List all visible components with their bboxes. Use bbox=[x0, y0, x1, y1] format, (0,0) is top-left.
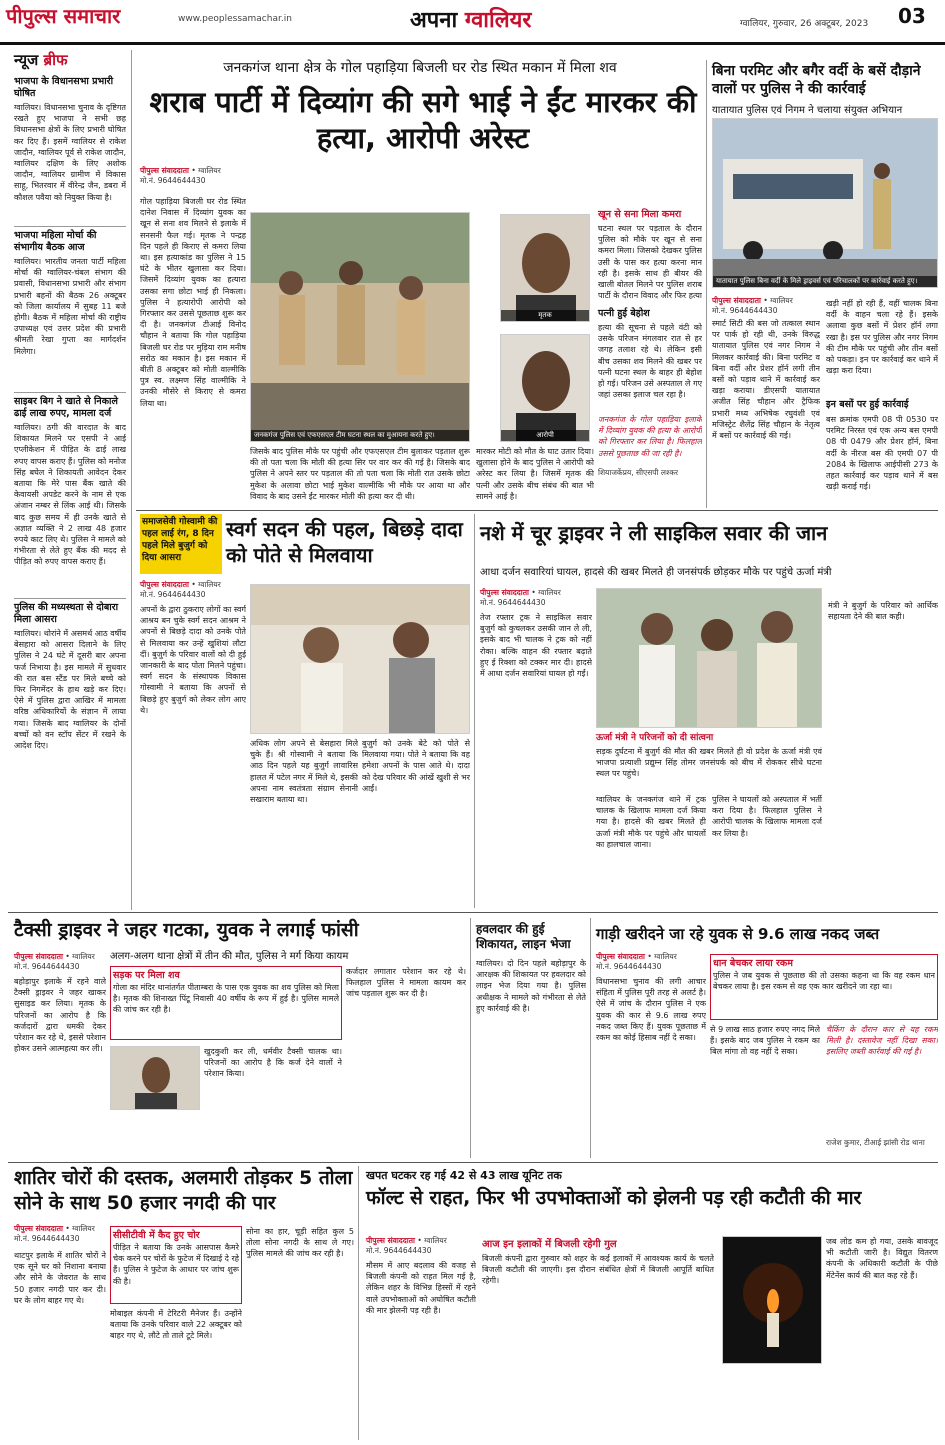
brief-item-title: पुलिस की मध्यस्थता से दोबारा मिला आसरा bbox=[14, 602, 119, 625]
nashe-note: मंत्री ने बुजुर्ग के परिवार को आर्थिक सहायता देने की बात कही। bbox=[828, 601, 938, 622]
thieves-body-2: मोबाइल कंपनी में टेरिटरी मैनेजर हैं। उन्होंने बताया कि उनके परिवार वाले 22 अक्टूबर को बाहर गए थे, लौटे तो ताले टूटे मिले। bbox=[110, 1309, 242, 1341]
brief-label bbox=[14, 50, 126, 70]
taxi-body-3: कर्जदार लगातार परेशान कर रहे थे। फिलहाल पुलिस ने मामला कायम कर जांच पड़ताल शुरू कर दी है। bbox=[346, 967, 466, 999]
thieves-box-title: सीसीटीवी में कैद हुए चोर bbox=[113, 1230, 200, 1241]
gadi-body-1: विधानसभा चुनाव की लगी आचार संहिता में पुलिस पूरी तरह से अलर्ट है। ऐसे में जांच के दौरान पुलिस ने एक युवक की कार से 9.6 लाख रुपए नकद जब्त किए हैं। युवक पूछताछ में रकम का कोई हिसाब नहीं दे सका। bbox=[596, 977, 706, 1043]
bus-scene-image bbox=[713, 119, 938, 288]
gadi-box bbox=[710, 954, 938, 1020]
byline-city: ग्वालियर bbox=[770, 296, 793, 305]
byline-agency: पीपुल्स संवाददाता bbox=[366, 1236, 415, 1245]
section-city: ग्वालियर bbox=[464, 8, 532, 33]
permit-subhead: यातायात पुलिस एवं निगम ने चलाया संयुक्त अभियान bbox=[712, 105, 903, 116]
page-number: 03 bbox=[898, 4, 926, 28]
permit-body-3: बस क्रमांक एमपी 08 पी 0530 पर परमिट निरस्त एवं एक अन्य बस एमपी 08 पी 0479 और प्रेशर हॉर्न, बिना वर्दी के नीरज बस की एमपी 07 पी 2084 के खिलाफ आईपीसी 273 के तहत कार्रवाई कर पड़ाव थाने में बस खड़ी कराई गई। bbox=[826, 415, 938, 492]
taxi-divider bbox=[470, 918, 471, 1158]
swarg-mobile: मो.नं. 9644644430 bbox=[140, 590, 206, 599]
dateline: ग्वालियर, गुरुवार, 26 अक्टूबर, 2023 bbox=[740, 19, 869, 29]
brief-item-title: साइबर बिग ने खाते से निकाले ढाई लाख रुपए, मामला दर्ज bbox=[14, 396, 118, 419]
thieves-byline: पीपुल्स संवाददाता • ग्वालियर bbox=[14, 1224, 95, 1233]
byline-agency: पीपुल्स संवाददाता bbox=[596, 952, 645, 961]
brand-logo: पीपुल्स समाचार bbox=[6, 4, 121, 28]
brief-item-title: भाजपा के विधानसभा प्रभारी घोषित bbox=[14, 76, 114, 99]
nashe-subhead: आधा दर्जन सवारियां घायल, हादसे की खबर मिलते ही जनसंपर्क छोड़कर मौके पर पहुंचे ऊर्जा मंत्री bbox=[480, 567, 832, 578]
brief-divider bbox=[131, 50, 132, 910]
taxi-photo bbox=[110, 1046, 200, 1110]
havaldar-body: ग्वालियर। दो दिन पहले बहोड़ापुर के आरक्षक की शिकायत पर हवलदार को लाइन भेज दिया गया है। पुलिस अधीक्षक ने मामले को गंभीरता से लेते हुए कार्रवाई की है। bbox=[476, 959, 586, 1013]
permit-body-1: स्मार्ट सिटी की बस जो तत्काल स्थान पर पार्क हो रही थी, उनके विरुद्ध यातायात पुलिस एवं नगर निगम ने मिलकर कार्रवाई की। बिना परमिट व बिना वर्दी और प्रेशर हॉर्न लगी तीन बसों को पड़ाव थाने में कार्रवाई कर खड़ा कराया। डीएसपी यातायात अजीत सिंह चौहान और ट्रैफिक प्रभारी मध्य अभिषेक रघुवंशी एवं मजिस्ट्रेट शैलेंद्र सिंह चौहान के नेतृत्व में बसों पर कार्रवाई की गई। bbox=[712, 319, 820, 441]
accused-portrait bbox=[501, 335, 590, 442]
brief-item-body: ग्वालियर। थोरांने में असमर्थ आठ वर्षीय बेसहारा को आसरा दिलाने के लिए पुलिस ने 24 घंटे में दूसरी बार अपना फर्ज निभाया है। इस मामले में सुधवार की रात बस स्टैंड पर मिले बच्चे को फिर निगमेंदर के हाथ खड़े कर दिए। ऐसे में पुलिस द्वारा आखिर में मामला वरिष्ठ अधिकारियों के संज्ञान में लाया गया। जिसके बाद ग्वालियर के दोनों बच्चों को वन स्टॉप सेंटर में रखने के आदेश दिए। bbox=[14, 629, 126, 751]
fault-box-body: बिजली कंपनी द्वारा गुरुवार को शहर के कई इलाकों में आवश्यक कार्य के चलते बिजली कटौती की जाएगी। इस दौरान संबंधित क्षेत्रों में बिजली आपूर्ति बाधित रहेगी। bbox=[482, 1254, 714, 1286]
grandfather-reunion-image bbox=[251, 585, 470, 734]
nashe-headline: नशे में चूर ड्राइवर ने ली साइकिल सवार की जान bbox=[480, 521, 828, 545]
lead-photo bbox=[250, 212, 470, 442]
police-scene-image bbox=[251, 213, 470, 442]
accused-photo bbox=[500, 334, 590, 442]
permit-subhead-2: इन बसों पर हुई कार्रवाई bbox=[826, 399, 909, 410]
fault-kicker: खपत घटकर रह गई 42 से 43 लाख यूनिट तक bbox=[366, 1169, 562, 1182]
gadi-box-body: पुलिस ने जब युवक से पूछताछ की तो उसका कहना था कि वह रकम धान बेचकर लाया है। इस रकम से वह एक कार खरीदने जा रहा था। bbox=[713, 971, 935, 992]
section-title bbox=[410, 4, 531, 34]
website-url[interactable]: www.peoplessamachar.in bbox=[178, 14, 292, 24]
fault-byline: पीपुल्स संवाददाता • ग्वालियर bbox=[366, 1236, 447, 1245]
taxi-body-2: खुदकुशी कर ली, धर्मवीर टैक्सी चालक था। परिजनों का आरोप है कि कर्ज देने वालों ने परेशान किया। bbox=[204, 1047, 342, 1079]
brief-item bbox=[14, 76, 126, 220]
byline-agency: पीपुल्स संवाददाता bbox=[480, 588, 529, 597]
nashe-body-1: तेज रफ्तार ट्रक ने साइकिल सवार बुजुर्ग को कुचलकर उसकी जान ले ली, इसके बाद भी चालक ने ट्रक को नहीं रोका। बल्कि वाहन की रफ्तार बढ़ाते हुए ई रिक्शा को टक्कर मार दी। हादसे में आधा दर्जन सवारियां घायल हो गईं। bbox=[480, 613, 592, 679]
taxi-mobile: मो.नं. 9644644430 bbox=[14, 962, 80, 971]
masthead bbox=[0, 0, 945, 44]
masthead-rule bbox=[0, 42, 945, 45]
sidebar-body-2: हत्या की सूचना से पहले वंटी को उसके परिजन मंगलवार रात से हर जगह तलाश रहे थे। लेकिन इसी बीच उसका शव मिलने की खबर पर पत्नी घटना स्थल के बाहर ही बेहोश हो गई। परिजन उसे अस्पताल ले गए जहां उसका इलाज चल रहा है। bbox=[598, 323, 702, 400]
taxi-byline: पीपुल्स संवाददाता • ग्वालियर bbox=[14, 952, 95, 961]
brief-item-body: ग्वालियर। भारतीय जनता पार्टी महिला मोर्चा की ग्वालियर-चंबल संभाग की प्रवासी, विधानसभा प्रभारी और संभाग प्रभारी बहनों की बैठक 26 अक्टूबर को जिला कार्यालय में सुबह 11 बजे होगी। बैठक में महिला मोर्चा की राष्ट्रीय उपाध्यक्ष एवं उत्तर प्रदेश की प्रभारी श्रीमती रेखा गुप्ता का मार्गदर्शन मिलेगा। bbox=[14, 257, 126, 356]
thieves-box bbox=[110, 1226, 242, 1304]
byline-city: ग्वालियर bbox=[424, 1236, 447, 1245]
section-prefix: अपना bbox=[410, 8, 458, 33]
lead-quote: जनकगंज के गोल पहाड़िया इलाके में दिव्यांग युवक की हत्या के आरोपी को गिरफ्तार कर लिया है। फिलहाल उससे पूछताछ की जा रही है। bbox=[598, 415, 702, 458]
lead-quote-by: शियाजकेंप्रय, सीएसपी लश्कर bbox=[598, 468, 679, 477]
brief-item bbox=[14, 226, 126, 386]
accused-label: आरोपी bbox=[501, 430, 589, 441]
lead-photo-caption: जनकगंज पुलिस एवं एफएसएल टीम घटना स्थल का मुआयना करते हुए। bbox=[251, 430, 469, 441]
swarg-body-2: अधिक लोग अपने से बेसहारा मिले चुके हैं। श्री गोस्वामी ने बताया कि आठ दिन पहले यह बुजुर्ग लावारिस हालत में पटेल नगर में मिले थे, इसकी अपना नाम स्वतंत्रता संग्राम सेनानी सखाराम बताया था। bbox=[250, 739, 358, 805]
brief-item-body: ग्वालियर। ठगी की वारदात के बाद शिकायत मिलने पर एसपी ने आई एप्लीकेशन में पीड़ित के ढाई लाख रुपए वापस कराए हैं। पुलिस को मनोज सिंह बघेल ने शिकायती आवेदन देकर बताया कि मेरे पास बैंक खाते की केवायसी अपडेट करने के नाम से एक अंजान नम्बर से लिंक आई थी। जिसके बाद कुछ समय में ही उनके खाते से अज्ञात व्यक्ति ने 2 लाख 48 हजार रुपये काट लिए थे। पुलिस ने मामले को गंभीरता से लेते हुए बैंक की मदद से पीड़ित को रुपए वापस कराए हैं। bbox=[14, 423, 126, 567]
lead-sidebar bbox=[598, 208, 702, 504]
news-brief-column bbox=[14, 50, 126, 751]
deceased-portrait bbox=[111, 1047, 200, 1110]
swarg-body-3: बुजुर्ग को उनके बेटे को पोते से मिलवाया गया। पोते ने बताया कि वह हमेशा अपनों के पास आते थे। दादा को देख परिवार की आंखें खुशी से भर आईं। bbox=[362, 739, 470, 793]
fault-mobile: मो.नं. 9644644430 bbox=[366, 1246, 432, 1255]
permit-body-2: खड़ी नहीं हो रही हैं, वहीं चालक बिना वर्दी के वाहन चला रहे हैं। इसके अलावा कुछ बसों में प्रेशर हॉर्न लगा रखा है। इस पर पुलिस और नगर निगम की टीम मौके पर पहुंची और तीन बसों को पकड़ा। इन पर कार्रवाई कर थाने में खड़ा करा दिया। bbox=[826, 299, 938, 376]
fault-headline: फॉल्ट से राहत, फिर भी उपभोक्ताओं को झेलनी पड़ रही कटौती की मार bbox=[366, 1187, 862, 1209]
lead-headline: शराब पार्टी में दिव्यांग की सगे भाई ने ईंट मारकर की हत्या, आरोपी अरेस्ट bbox=[149, 85, 697, 155]
byline-city: ग्वालियर bbox=[654, 952, 677, 961]
nashe-mobile: मो.नं. 9644644430 bbox=[480, 598, 546, 607]
minister-condolence-image bbox=[597, 589, 822, 728]
nashe-caption-body: सड़क दुर्घटना में बुजुर्ग की मौत की खबर मिलते ही वो प्रदेश के ऊर्जा मंत्री एवं भाजपा प्रत्याशी प्रद्युम्न सिंह तोमर जनसंपर्क को बीच में रोककर सीधे घटना स्थल पर पहुंचे। bbox=[596, 747, 822, 779]
havaldar-headline: हवलदार की हुई शिकायत, लाइन भेजा bbox=[476, 922, 571, 951]
taxi-box-title: सड़क पर मिला शव bbox=[113, 970, 180, 981]
havaldar-divider bbox=[590, 918, 591, 1158]
swarg-divider bbox=[474, 514, 475, 908]
byline-city: ग्वालियर bbox=[72, 1224, 95, 1233]
swarg-byline: पीपुल्स संवाददाता • ग्वालियर bbox=[140, 580, 221, 589]
brief-item-body: ग्वालियर। विधानसभा चुनाव के दृष्टिगत रखते हुए भाजपा ने सभी छह विधानसभा क्षेत्रों के लिए प्रभारी घोषित कर दिए हैं। इसमें ग्वालियर से राकेश जादौन, ग्वालियर पूर्व से राकेश जादौन, ग्वालियर दक्षिण के लिए अशोक जादौन, ग्वालियर ग्रामीण में विकास साहू, भितरवार में वीरेन्द्र जैन, डबरा में कौशल पवैया को नियुक्त किया है। bbox=[14, 103, 126, 202]
nashe-byline: पीपुल्स संवाददाता • ग्वालियर bbox=[480, 588, 561, 597]
victim-photo bbox=[500, 214, 590, 322]
taxi-subhead: अलग-अलग थाना क्षेत्रों में तीन की मौत, पुलिस ने मर्ग किया कायम bbox=[110, 951, 349, 962]
fault-body-2: जब लोड कम हो गया, उसके बावजूद भी कटौती जारी है। विद्युत वितरण कंपनी के अधिकारी कटौती के पीछे मेंटेनेंस कार्य की बात कह रहे हैं। bbox=[826, 1237, 938, 1280]
byline-agency: पीपुल्स संवाददाता bbox=[712, 296, 761, 305]
fault-body-1: मौसम में आए बदलाव की वजह से बिजली कंपनी को राहत मिल गई है, लेकिन शहर के विभिन्न हिस्सों में रहने वाले उपभोक्ताओं को अघोषित कटौती की मार झेलनी पड़ रही है। bbox=[366, 1261, 476, 1315]
lead-kicker: जनकगंज थाना क्षेत्र के गोल पहाड़िया बिजली घर रोड स्थित मकान में मिला शव bbox=[223, 60, 617, 76]
brief-label-a: न्यूज bbox=[14, 51, 39, 69]
sidebar-title-2: पत्नी हुई बेहोश bbox=[598, 308, 650, 319]
byline-city: ग्वालियर bbox=[538, 588, 561, 597]
gadi-byline: पीपुल्स संवाददाता • ग्वालियर bbox=[596, 952, 677, 961]
swarg-photo bbox=[250, 584, 470, 734]
fault-photo bbox=[722, 1236, 822, 1364]
swarg-tag: समाजसेवी गोस्वामी की पहल लाई रंग, 8 दिन पहले मिले बुजुर्ग को दिया आसरा bbox=[140, 514, 222, 574]
thieves-mobile: मो.नं. 9644644430 bbox=[14, 1234, 80, 1243]
row-rule-1 bbox=[136, 510, 938, 511]
taxi-box bbox=[110, 966, 342, 1040]
row-rule-3 bbox=[8, 1162, 938, 1163]
byline-agency: पीपुल्स संवाददाता bbox=[140, 580, 189, 589]
victim-portrait bbox=[501, 215, 590, 322]
thieves-box-body: पीड़ित ने बताया कि उनके आसपास कैमरे चेक करने पर चोरों के फुटेज में दिखाई दे रहे हैं। पुलिस ने फुटेज के आधार पर जांच शुरू की है। bbox=[113, 1243, 239, 1286]
swarg-body-1: अपनों के द्वारा ठुकराए लोगों का स्वर्ग आश्रय बन चुके स्वर्ग सदन आश्रम ने अपनों से बिछड़े दादा को उनके पोते से मिलवाया कर उन्हें खुशियां लौटा दीं। बुजुर्ग के परिवार वालों को दी हुई जानकारी के बाद पोता मिलने पहुंचा। स्वर्ग सदन के संस्थापक विकास गोस्वामी ने बताया कि अपनों से बिछड़े हुए बुजुर्ग को लेकर लोग आए थे। bbox=[140, 605, 246, 715]
nashe-body-2: ग्वालियर के जनकगंज थाने में ट्रक चालक के खिलाफ मामला दर्ज किया गया है। हादसे की खबर मिलते ही ऊर्जा मंत्री मौके पर पहुंचे और घायलों का हालचाल जाना। bbox=[596, 795, 706, 849]
byline-agency: पीपुल्स संवाददाता bbox=[14, 1224, 63, 1233]
permit-byline: पीपुल्स संवाददाता • ग्वालियर bbox=[712, 296, 793, 305]
lead-divider-right bbox=[706, 60, 707, 508]
lead-mobile: मो.नं. 9644644430 bbox=[140, 176, 206, 185]
brief-item bbox=[14, 598, 126, 768]
byline-agency: पीपुल्स संवाददाता bbox=[140, 166, 189, 175]
thieves-headline: शातिर चोरों की दस्तक, अलमारी तोड़कर 5 तोला सोने के साथ 50 हजार नगदी की पार bbox=[14, 1167, 353, 1214]
fault-box-title: आज इन इलाकों में बिजली रहेगी गुल bbox=[482, 1239, 617, 1250]
byline-city: ग्वालियर bbox=[72, 952, 95, 961]
brief-item-title: भाजपा महिला मोर्चा की संभागीय बैठक आज bbox=[14, 230, 97, 253]
gadi-body-2: से 9 लाख साठ हजार रुपए नगद मिले हैं। इसके बाद जब पुलिस ने रकम का बिल मांगा तो वह नहीं दे सका। bbox=[710, 1025, 820, 1057]
gadi-headline: गाड़ी खरीदने जा रहे युवक से 9.6 लाख नकद जब्त bbox=[596, 925, 880, 943]
byline-agency: पीपुल्स संवाददाता bbox=[14, 952, 63, 961]
row-rule-2 bbox=[8, 912, 938, 913]
lead-body-3: मारकर मोटी को मौत के घाट उतार दिया। खुलासा होने के बाद पुलिस ने आरोपी को अरेस्ट कर लिया है। जिसमें मृतक की पत्नी और उसके बीच संबंध की बात भी सामने आई है। bbox=[476, 447, 594, 501]
permit-mobile: मो.नं. 9644644430 bbox=[712, 306, 778, 315]
nashe-photo bbox=[596, 588, 822, 728]
byline-city: ग्वालियर bbox=[198, 580, 221, 589]
sidebar-body: घटना स्थल पर पड़ताल के दौरान पुलिस को मौके पर खून से सना कमरा मिला। जिसको देखकर पुलिस उसी के पास कर हत्या करना मान रही है। इसके साथ ही बीयर की खाली बोतल मिलने पर पुलिस शराब पार्टी के दौरान विवाद और फिर हत्या bbox=[598, 224, 702, 301]
lead-body-1: गोल पहाड़िया बिजली घर रोड स्थित दानेश निवास में दिव्यांग युवक का खून से सना शव मिलने से इलाके में सनसनी फैल गई। मृतक ने पन्द्रह दिन पहले ही किराए से कमरा लिया था। इस हत्याकांड का पुलिस ने 15 घंटे के भीतर खुलासा कर दिया। जिसमें दिव्यांग युवक का हत्यारा उसका सगा छोटा भाई ही निकला। पुलिस ने हत्यारोपी आरोपी को गिरफ्तार कर उससे पूछताछ शुरू कर दी है। जनकगंज टीआई विनोद चौहान ने बताया कि गोल पहाड़िया बिजली घर रोड पर मुड़िया राम मनीष सरोठ का मकान है। इस मकान में बीती 8 अक्टूबर को मोती वाल्मीकि पुत्र स्व. लक्ष्मण सिंह वाल्मीकि ने उनकी मौसेरे से किराए से कमरा लिया था। bbox=[140, 197, 246, 408]
permit-photo-caption: यातायात पुलिस बिना वर्दी के मिले ड्राइवर्स एवं परिचालकों पर कार्रवाई करते हुए। bbox=[713, 276, 937, 287]
lead-body-2: जिसके बाद पुलिस मौके पर पहुंची और एफएसएल टीम बुलाकर पड़ताल शुरू की तो पता चला कि मोती की हत्या सिर पर वार कर की गई है। जिसके बाद पुलिस ने अपने स्तर पर पड़ताल की तो पता चला कि मोती रात उसके छोटा मुकेश के अलावा छोटा भाई मुकेश वाल्मीकि भी मौके पर आया था और विवाद के बाद उसने ईंट मारकर मोती की हत्या कर दी थी। bbox=[250, 447, 470, 501]
nashe-body-3: पुलिस ने घायलों को अस्पताल में भर्ती करा दिया है। फिलहाल पुलिस ने आरोपी चालक के खिलाफ मामला दर्ज कर लिया है। bbox=[712, 795, 822, 838]
lead-byline: पीपुल्स संवाददाता • ग्वालियर bbox=[140, 166, 221, 175]
sidebar-title: खून से सना मिला कमरा bbox=[598, 209, 682, 220]
taxi-headline: टैक्सी ड्राइवर ने जहर गटका, युवक ने लगाई फांसी bbox=[14, 919, 359, 941]
gadi-box-title: धान बेचकर लाया रकम bbox=[713, 958, 793, 969]
nashe-photo-caption: ऊर्जा मंत्री ने परिजनों को दी सांत्वना bbox=[596, 733, 714, 743]
victim-label: मृतक bbox=[501, 310, 589, 321]
gadi-mobile: मो.नं. 9644644430 bbox=[596, 962, 662, 971]
candle-bulb-image bbox=[723, 1237, 822, 1364]
taxi-box-body: गोला का मंदिर थानांतर्गत पीताम्बरा के पास एक युवक का शव पुलिस को मिला है। मृतक की शिनाख्त पिंटू निवासी 40 वर्षीय के रूप में हुई है। पुलिस मामले की जांच कर रही है। bbox=[113, 983, 339, 1015]
thieves-body-1: थाटपुर इलाके में शातिर चोरों ने एक सूने घर को निशाना बनाया और सोने के जेवरात के साथ 50 हजार नगदी पार कर दी। घर के लोग बाहर गए थे। bbox=[14, 1251, 106, 1305]
thieves-divider bbox=[358, 1166, 359, 1440]
taxi-body-1: बहोड़ापुर इलाके में रहने वाले टैक्सी ड्राइवर ने जहर खाकर सुसाइड कर लिया। मृतक के परिजनों का आरोप है कि कर्जदारों द्वारा धमकी देकर परेशान कर रहे थे, इससे परेशान होकर उसने आत्महत्या कर ली। bbox=[14, 977, 106, 1054]
fault-box bbox=[480, 1236, 716, 1438]
thieves-body-3: सोना का हार, चूड़ी सहित कुल 5 तोला सोना नगदी के साथ ले गए। पुलिस मामले की जांच कर रही है। bbox=[246, 1227, 354, 1259]
swarg-headline: स्वर्ग सदन की पहल, बिछड़े दादा को पोते से मिलवाया bbox=[226, 517, 463, 567]
brief-item bbox=[14, 392, 126, 592]
gadi-quote-by: राजेश कुमार, टीआई झांसी रोड थाना bbox=[826, 1138, 925, 1147]
brief-label-b: ब्रीफ bbox=[43, 51, 68, 69]
permit-photo bbox=[712, 118, 938, 288]
byline-city: ग्वालियर bbox=[198, 166, 221, 175]
gadi-quote: चैकिंग के दौरान कार से यह रकम मिली है। दस्तावेज नहीं दिखा सका। इसलिए जब्ती कार्रवाई की गई है। bbox=[826, 1025, 938, 1057]
permit-headline: बिना परमिट और बगैर वर्दी के बसें दौड़ाने वालों पर पुलिस ने की कार्रवाई bbox=[712, 63, 921, 97]
